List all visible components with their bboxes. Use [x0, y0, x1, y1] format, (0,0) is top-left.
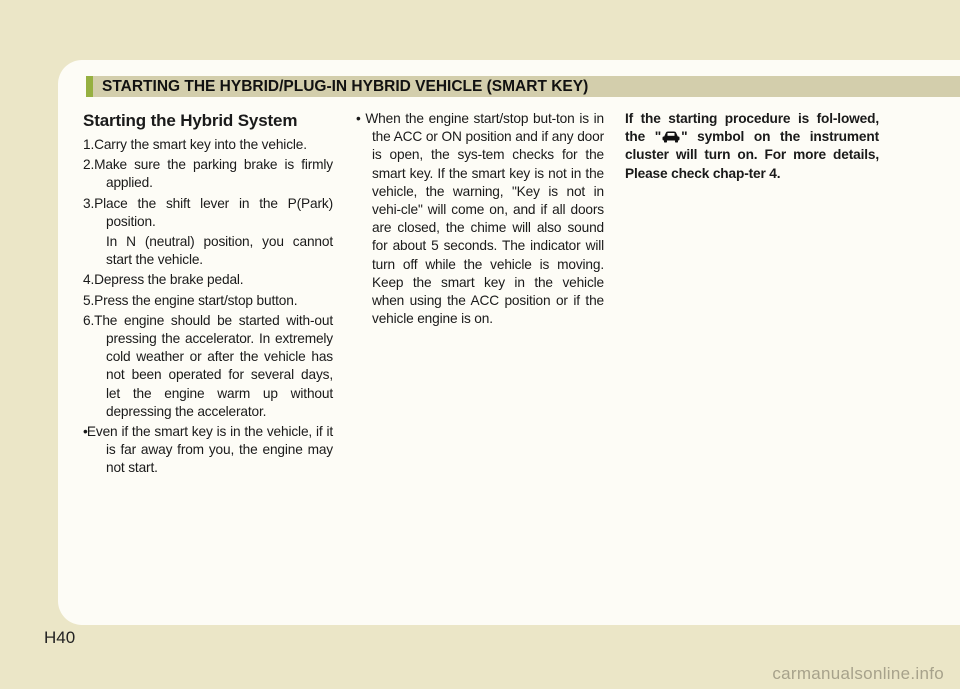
- header-accent: [86, 76, 93, 97]
- ready-indicator-note: [625, 110, 879, 183]
- section-title: Starting the Hybrid System: [83, 111, 298, 130]
- watermark: carmanualsonline.info: [772, 664, 944, 683]
- car-ready-icon: [661, 129, 681, 143]
- step-1: 1.Carry the smart key into the vehicle.: [83, 137, 307, 152]
- bullet-far-key: • Even if the smart key is in the vehicle, if it is far away from you, the engine may not start.: [83, 424, 333, 476]
- bullet-acc-on-text: When the engine start/stop but-ton is in the ACC or ON position and if any door is open, the sys-tem checks for the smart key. If the smart key is not in the vehicle, the warning, "Key is not in vehi-cle" will come on, and if all doors are closed, the chime will also sound for about 5 seconds. The indicator will turn off while the vehicle is moving. Keep the smart key in the vehicle when using the ACC position or if the vehicle engine is on.: [365, 111, 604, 327]
- page-number: H40: [44, 628, 76, 647]
- bullet-glyph: •: [356, 111, 361, 126]
- column-left: [83, 110, 333, 478]
- step-5: 5.Press the engine start/stop button.: [83, 292, 298, 308]
- column-middle: [356, 110, 604, 328]
- note-after-icon: " symbol on the instrument cluster will turn on. For more details, Please check chap-ter 4.: [625, 129, 879, 181]
- step-4: 4.Depress the brake pedal.: [83, 272, 244, 288]
- header-title: STARTING THE HYBRID/PLUG-IN HYBRID VEHICLE (SMART KEY): [102, 78, 589, 95]
- note-before-icon: If the starting procedure is fol-lowed, the ": [625, 111, 879, 145]
- step-6: 6.The engine should be started with-out pressing the accelerator. In extremely cold weather or after the vehicle has not been operated for several days, let the engine warm up without depressing the accelerator.: [83, 312, 333, 419]
- bullet-far-key-text: Even if the smart key is in the vehicle, if it is far away from you, the engine may not start.: [86, 424, 333, 476]
- column-right: [625, 110, 879, 183]
- bullet-acc-on: [356, 110, 604, 328]
- step-3: 3.Place the shift lever in the P(Park) position.: [83, 195, 333, 229]
- step-3-note: In N (neutral) position, you cannot start the vehicle.: [106, 234, 333, 268]
- step-2: 2.Make sure the parking brake is firmly applied.: [83, 157, 333, 191]
